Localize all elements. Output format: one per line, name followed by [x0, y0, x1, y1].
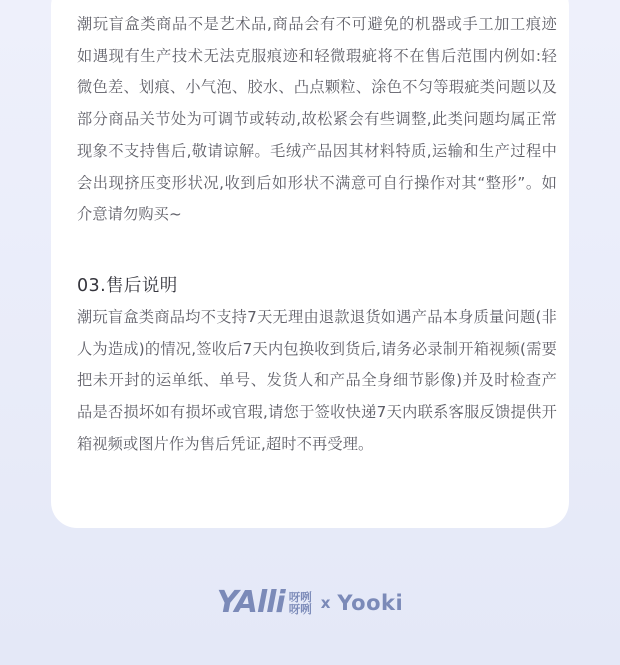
yooki-logo: Yooki: [337, 590, 404, 615]
after-sales-paragraph: 潮玩盲盒类商品均不支持7天无理由退款退货如遇产品本身质量问题(非人为造成)的情况,签收后7天内包换收到货后,请务必录制开箱视频(需要把未开封的运单纸、单号、发货人和产品全身细节影像)并及时检查产品是否损坏如有损坏或官瑕,请您于签收快递7天内联系客服反馈提供开箱视频或图片作为售后凭证,超时不再受理。: [77, 308, 557, 453]
yalli-sub-top: 呀咧: [288, 590, 312, 604]
collab-separator: x: [320, 594, 331, 612]
yalli-logo-chinese: [289, 591, 312, 615]
yalli-sub-bottom: 呀咧: [288, 602, 312, 616]
after-sales-heading: 03.售后说明: [77, 276, 178, 296]
yalli-logo: YAlli: [216, 585, 285, 620]
disclaimer-paragraph: 潮玩盲盒类商品不是艺术品,商品会有不可避免的机器或手工加工痕迹如遇现有生产技术无法克服痕迹和轻微瑕疵将不在售后范围内例如:轻微色差、划痕、小气泡、胶水、凸点颗粒、涂色不匀等瑕疵类问题以及部分商品关节处为可调节或转动,故松紧会有些调整,此类问题均属正常现象不支持售后,敬请谅解。毛绒产品因其材料特质,运输和生产过程中会出现挤压变形状况,收到后如形状不满意可自行操作对其“整形”。如介意请勿购买~: [77, 15, 557, 224]
brand-footer: [0, 583, 620, 623]
